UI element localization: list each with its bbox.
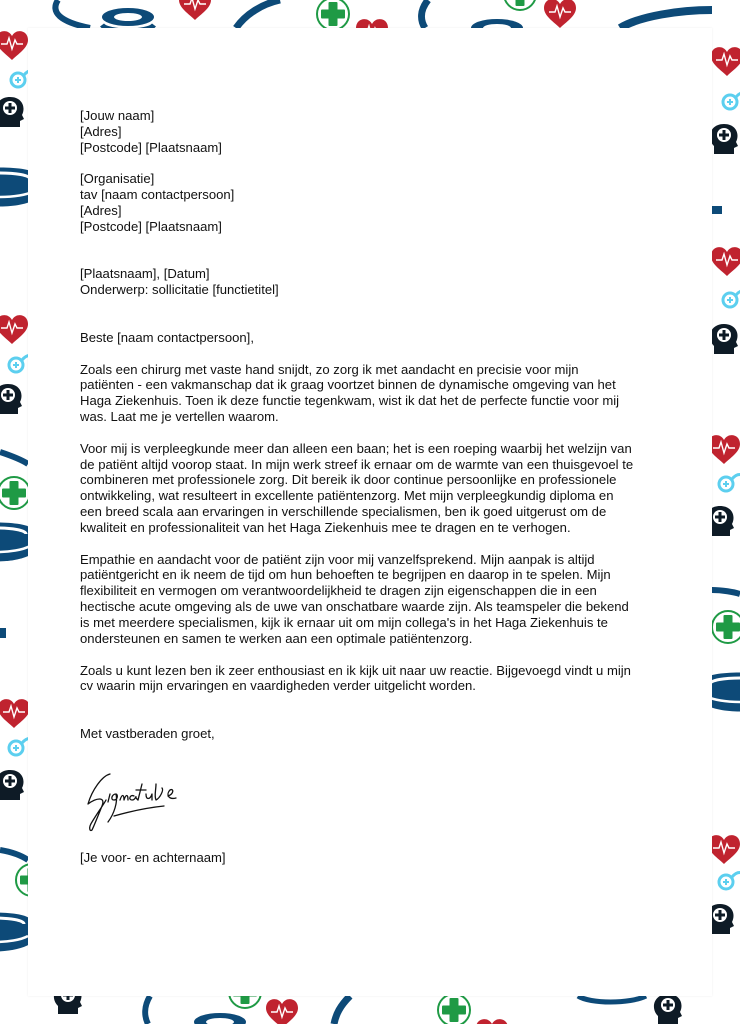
recipient-organisation: [Organisatie]: [80, 171, 155, 187]
body-paragraph-1: [80, 362, 680, 425]
paragraph-line: is met meerdere specialismen, kijk ik ernaar uit om mijn collega's in het Haga Ziekenhuis te: [80, 615, 608, 630]
body-paragraph-2: [80, 441, 680, 536]
paragraph-line: ondersteunen en samen te werken aan een optimale patiëntenzorg.: [80, 630, 473, 646]
meta-block: [80, 266, 680, 298]
salutation: Beste [naam contactpersoon],: [80, 329, 254, 345]
signature-icon: [84, 770, 194, 834]
paragraph-line: flexibiliteit en vermogen om verantwoordelijkheid te dragen zijn eigenschappen die in een: [80, 583, 597, 599]
recipient-attention: tav [naam contactpersoon]: [80, 187, 235, 203]
sender-name: [Jouw naam]: [80, 108, 155, 123]
body-paragraph-3: [80, 552, 680, 647]
closing: Met vastberaden groet,: [80, 725, 215, 741]
recipient-address: [Adres]: [80, 203, 122, 219]
paragraph-line: Haga Ziekenhuis. Toen ik deze functie tegenkwam, wist ik dat het de perfecte functie voor mij: [80, 393, 620, 409]
paragraph-line: ontwikkeling, wat resulteert in excellente patiëntenzorg. Met mijn verpleegkundig diploma en: [80, 488, 614, 504]
paragraph-line: Empathie en aandacht voor de patiënt zijn voor mij vanzelfsprekend. Mijn aanpak is altijd: [80, 551, 595, 567]
paragraph-line: patiënten - een vakmanschap dat ik graag voortzet binnen de dynamische omgeving van het: [80, 377, 616, 393]
recipient-block: [80, 171, 680, 234]
body-paragraph-4: [80, 663, 680, 695]
paragraph-line: de patiënt altijd voorop staat. In mijn werk streef ik ernaar om de warmte van een thuisgevoel te: [80, 456, 634, 472]
letter-content: [80, 108, 680, 865]
place-date: [Plaatsnaam], [Datum]: [80, 266, 210, 282]
paragraph-line: kwaliteit en professionaliteit van het Haga Ziekenhuis mee te dragen en te verhogen.: [80, 519, 571, 535]
paragraph-line: hectische acute omgeving als de uwe van onschatbare waarde zijn. Als teamspeler die bekend: [80, 599, 629, 615]
paragraph-line: combineren met professionele zorg. Dit bereik ik door continue persoonlijke en professionele: [80, 472, 617, 488]
sender-block: [80, 108, 680, 156]
recipient-postal-city: [Postcode] [Plaatsnaam]: [80, 218, 222, 234]
subject-line: Onderwerp: sollicitatie [functietitel]: [80, 282, 279, 298]
paragraph-line: een breed scala aan ervaringen in verschillende specialismen, ben ik goed uitgerust om de: [80, 504, 607, 520]
sender-postal-city: [Postcode] [Plaatsnaam]: [80, 139, 222, 155]
paragraph-line: cv waarin mijn ervaringen en vaardigheden verder uitgelicht worden.: [80, 678, 476, 694]
sender-address: [Adres]: [80, 123, 122, 139]
paragraph-line: Zoals een chirurg met vaste hand snijdt, zo zorg ik met aandacht en precisie voor mijn: [80, 361, 579, 377]
paragraph-line: Zoals u kunt lezen ben ik zeer enthousiast en ik kijk uit naar uw reactie. Bijgevoegd vindt u mijn: [80, 662, 631, 678]
signer-name: [Je voor- en achternaam]: [80, 849, 226, 865]
letter-page: [28, 28, 712, 996]
paragraph-line: patiëntgericht en ik neem de tijd om hun behoeften te begrijpen en daarop in te spelen. Mijn: [80, 567, 611, 583]
paragraph-line: Voor mij is verpleegkunde meer dan alleen een baan; het is een roeping waarbij het welzijn van: [80, 440, 632, 456]
paragraph-line: was. Laat me je vertellen waarom.: [80, 409, 279, 425]
